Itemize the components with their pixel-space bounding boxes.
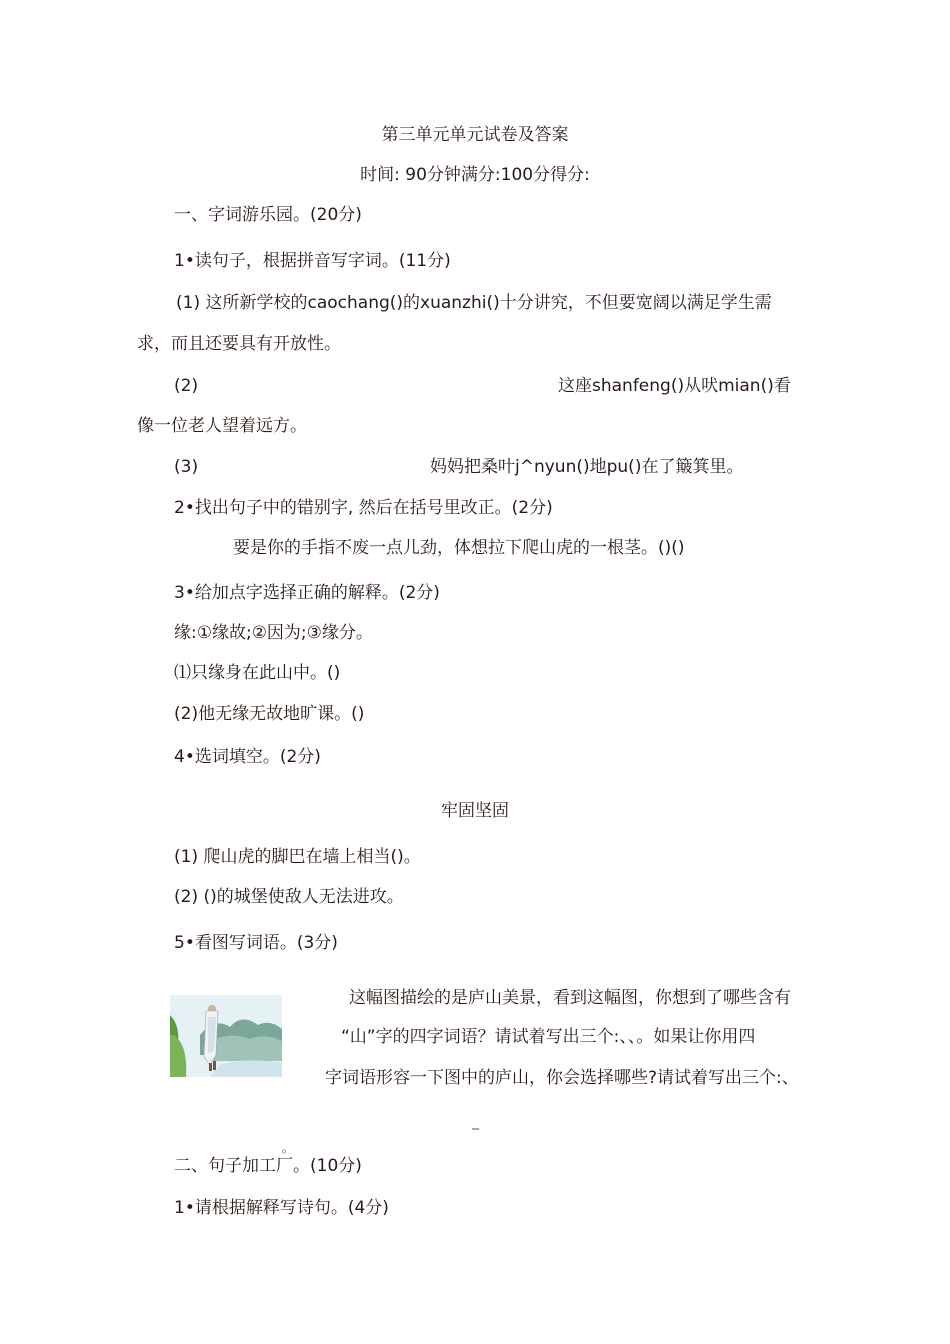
q5-period-mark: 。 bbox=[282, 1141, 295, 1155]
illustration-graphic bbox=[170, 995, 282, 1077]
q3-item1: ⑴只缘身在此山中。() bbox=[174, 663, 341, 683]
q4-item2: (2) ()的城堡使敌人无法进攻。 bbox=[174, 887, 404, 907]
q1-s2-label: (2) bbox=[174, 376, 199, 396]
q3-item2: (2)他无缘无故地旷课。() bbox=[174, 704, 365, 724]
q3-options: 缘:①缘故;②因为;③缘分。 bbox=[174, 623, 373, 643]
q4-item1: (1) 爬山虎的脚巴在墙上相当()。 bbox=[174, 847, 421, 867]
q1-prompt: 1•读句子，根据拼音写字词。(11分) bbox=[174, 251, 451, 271]
q5-text-line2: “山”字的四字词语？请试着写出三个:、、。如果让你用四 bbox=[341, 1027, 756, 1047]
q1-s2-text: 这座shanfeng()从吠mian()看 bbox=[558, 376, 791, 396]
q5-text-line1: 这幅图描绘的是庐山美景，看到这幅图，你想到了哪些含有 bbox=[349, 988, 791, 1008]
q1-s1-line2: 求，而且还要具有开放性。 bbox=[137, 334, 341, 354]
q4-word-choices: 牢固坚固 bbox=[441, 801, 509, 821]
q5-prompt: 5•看图写词语。(3分) bbox=[174, 933, 338, 953]
document-title: 第三单元单元试卷及答案 bbox=[381, 125, 569, 145]
section1-heading: 一、字词游乐园。(20分) bbox=[174, 205, 362, 225]
q2-prompt: 2•找出句子中的错别字, 然后在括号里改正。(2分) bbox=[174, 498, 553, 518]
q3-prompt: 3•给加点字选择正确的解释。(2分) bbox=[174, 583, 440, 603]
section2-heading: 二、句子加工厂。(10分) bbox=[174, 1156, 362, 1176]
q4-prompt: 4•选词填空。(2分) bbox=[174, 747, 321, 767]
q5-blank-mark: _ bbox=[472, 1114, 479, 1130]
q1-s3-text: 妈妈把桑叶j^nyun()地pu()在了簸箕里。 bbox=[430, 457, 744, 477]
poet-on-mountain-image bbox=[170, 995, 282, 1077]
q5-text-line3: 字词语形容一下图中的庐山，你会选择哪些?请试着写出三个:、 bbox=[325, 1068, 799, 1088]
q2-sentence: 要是你的手指不废一点儿劲，体想拉下爬山虎的一根茎。()() bbox=[233, 538, 685, 558]
section2-q1-prompt: 1•请根据解释写诗句。(4分) bbox=[174, 1198, 389, 1218]
q1-s2-line2: 像一位老人望着远方。 bbox=[137, 416, 307, 436]
q1-s3-label: (3) bbox=[174, 457, 199, 477]
q1-s1-line1: (1) 这所新学校的caochang()的xuanzhi()十分讲究，不但要宽阔以满足学生需 bbox=[176, 293, 772, 313]
exam-meta: 时间: 90分钟满分:100分得分: bbox=[360, 165, 590, 185]
